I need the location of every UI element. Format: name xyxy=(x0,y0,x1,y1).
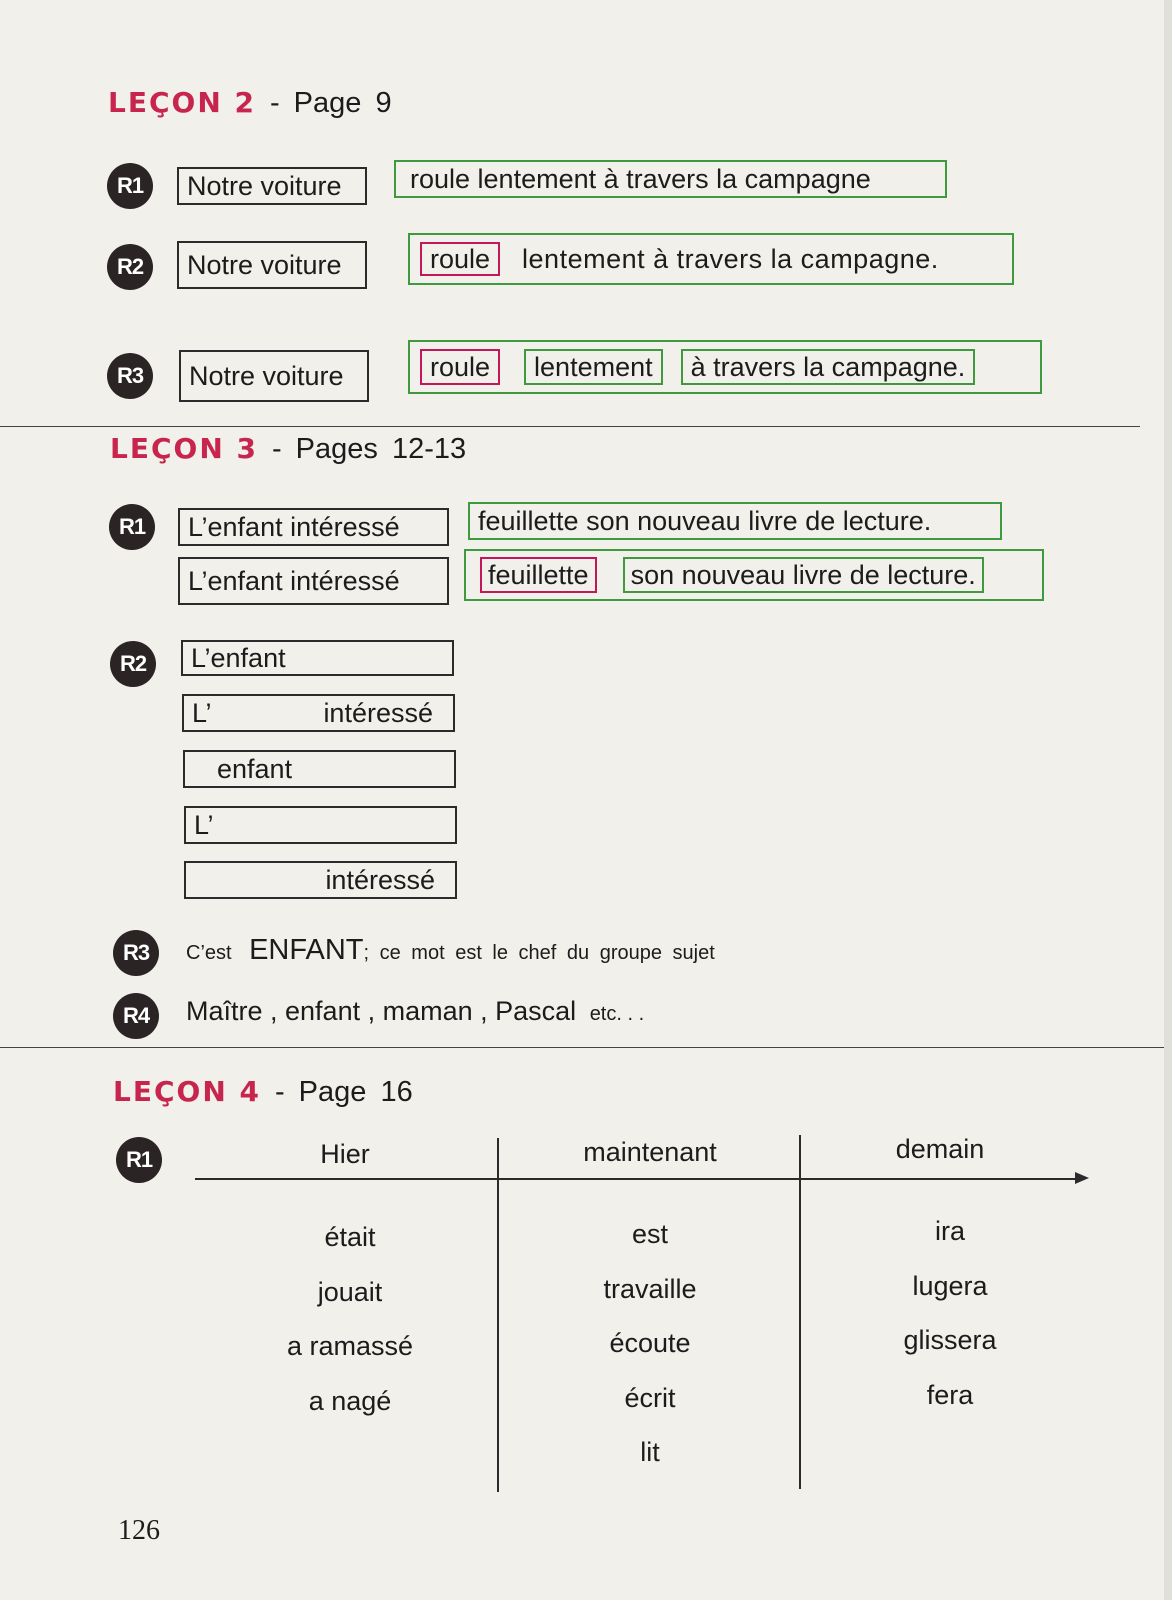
past-verb: était xyxy=(324,1222,376,1252)
timeline-arrow-icon xyxy=(1075,1172,1089,1184)
lesson-4-heading: LEÇON 4 - Page 16 xyxy=(113,1075,413,1108)
lesson-3-title: LEÇON 3 xyxy=(110,432,258,465)
lesson-2-r1-predicate: roule lentement à travers la campagne xyxy=(394,160,947,198)
lesson-2-r2-verb: roule xyxy=(420,242,500,276)
lesson-3-r4-etc: etc. . . xyxy=(589,1003,645,1025)
lesson-3-r3-pre: C’est xyxy=(186,942,232,964)
lesson-4-r1-badge: R1 xyxy=(116,1137,162,1183)
lesson-3-r2-row-2 xyxy=(182,694,455,732)
lesson-3-r3-text xyxy=(186,934,715,967)
future-verb: glissera xyxy=(903,1325,997,1355)
lesson-2-r3-verb: roule xyxy=(420,349,500,385)
lesson-3-r1-badge: R1 xyxy=(109,504,155,550)
lesson-3-r2-row-2-left: L’ xyxy=(192,697,212,728)
lesson-2-page: Page 9 xyxy=(293,87,392,119)
present-verb: écrit xyxy=(624,1382,676,1413)
lesson-3-r4-badge: R4 xyxy=(113,993,159,1039)
table-header-present: maintenant xyxy=(583,1137,717,1167)
present-verb: écoute xyxy=(609,1328,691,1358)
future-verb: lugera xyxy=(912,1270,988,1301)
lesson-3-r2-row-3 xyxy=(183,750,456,788)
lesson-2-r1-subject: Notre voiture xyxy=(177,167,367,205)
divider-2 xyxy=(0,1047,1164,1048)
present-verb: lit xyxy=(640,1437,660,1467)
lesson-3-page: Pages 12-13 xyxy=(295,433,467,465)
past-verb: a ramassé xyxy=(286,1331,414,1361)
lesson-3-r2-badge: R2 xyxy=(110,641,156,687)
lesson-2-r2-rest: lentement à travers la campagne. xyxy=(522,243,939,274)
lesson-3-heading: LEÇON 3 - Pages 12-13 xyxy=(110,432,467,465)
lesson-2-r3-subject: Notre voiture xyxy=(179,350,369,402)
lesson-2-r3-badge: R3 xyxy=(107,353,153,399)
lesson-3-r1-predicate: feuillette son nouveau livre de lecture. xyxy=(468,502,1002,540)
lesson-3-r1-predicate-group xyxy=(464,549,1044,601)
lesson-2-r2-subject: Notre voiture xyxy=(177,241,367,289)
lesson-3-r3-word: ENFANT xyxy=(249,934,364,966)
lesson-3-r1-subject-2: L’enfant intéressé xyxy=(178,557,449,605)
lesson-3-r2-row-3-left: enfant xyxy=(217,753,293,784)
lesson-3-r3-badge: R3 xyxy=(113,930,159,976)
table-divider-1 xyxy=(497,1138,499,1492)
lesson-2-r3-predicate-group xyxy=(408,340,1042,394)
lesson-2-r2-predicate-group xyxy=(408,233,1014,285)
lesson-4-page: Page 16 xyxy=(298,1076,413,1108)
lesson-3-r4-text xyxy=(186,996,644,1027)
page-edge xyxy=(1164,0,1172,1600)
future-verb: ira xyxy=(934,1216,965,1246)
present-verb: est xyxy=(631,1219,669,1249)
lesson-3-r2-row-4-left: L’ xyxy=(194,809,214,840)
lesson-3-r3-post: ; ce mot est le chef du groupe sujet xyxy=(363,942,715,964)
lesson-4-title: LEÇON 4 xyxy=(113,1075,261,1108)
table-header-past: Hier xyxy=(320,1139,370,1169)
timeline-axis xyxy=(195,1178,1077,1180)
lesson-2-r3-complement: à travers la campagne. xyxy=(681,349,976,385)
page-number: 126 xyxy=(118,1515,160,1546)
lesson-2-heading: LEÇON 2 - Page 9 xyxy=(108,86,392,119)
lesson-2-title: LEÇON 2 xyxy=(108,86,256,119)
past-verb: a nagé xyxy=(308,1385,392,1416)
table-divider-2 xyxy=(799,1135,801,1489)
lesson-3-r1-subject: L’enfant intéressé xyxy=(178,508,449,546)
lesson-3-r2-row-2-right: intéressé xyxy=(323,697,433,728)
table-header-future: demain xyxy=(895,1134,985,1164)
future-verb: fera xyxy=(926,1379,974,1410)
past-verb: jouait xyxy=(317,1276,383,1307)
lesson-2-r1-badge: R1 xyxy=(107,163,153,209)
lesson-2-r2-badge: R2 xyxy=(107,244,153,290)
lesson-3-r2-row-1-left: L’enfant xyxy=(191,642,286,673)
lesson-3-r4-words: Maître , enfant , maman , Pascal xyxy=(186,996,577,1026)
lesson-2-r3-adverb: lentement xyxy=(524,349,663,385)
divider-1 xyxy=(0,426,1140,427)
lesson-3-r2-row-5 xyxy=(184,861,457,899)
lesson-3-r2-row-1 xyxy=(181,640,454,676)
lesson-3-r2-row-5-right: intéressé xyxy=(325,864,435,895)
lesson-3-r1-verb: feuillette xyxy=(480,557,597,593)
lesson-3-r2-row-4 xyxy=(184,806,457,844)
lesson-3-r1-object: son nouveau livre de lecture. xyxy=(623,557,984,593)
present-verb: travaille xyxy=(603,1273,697,1304)
